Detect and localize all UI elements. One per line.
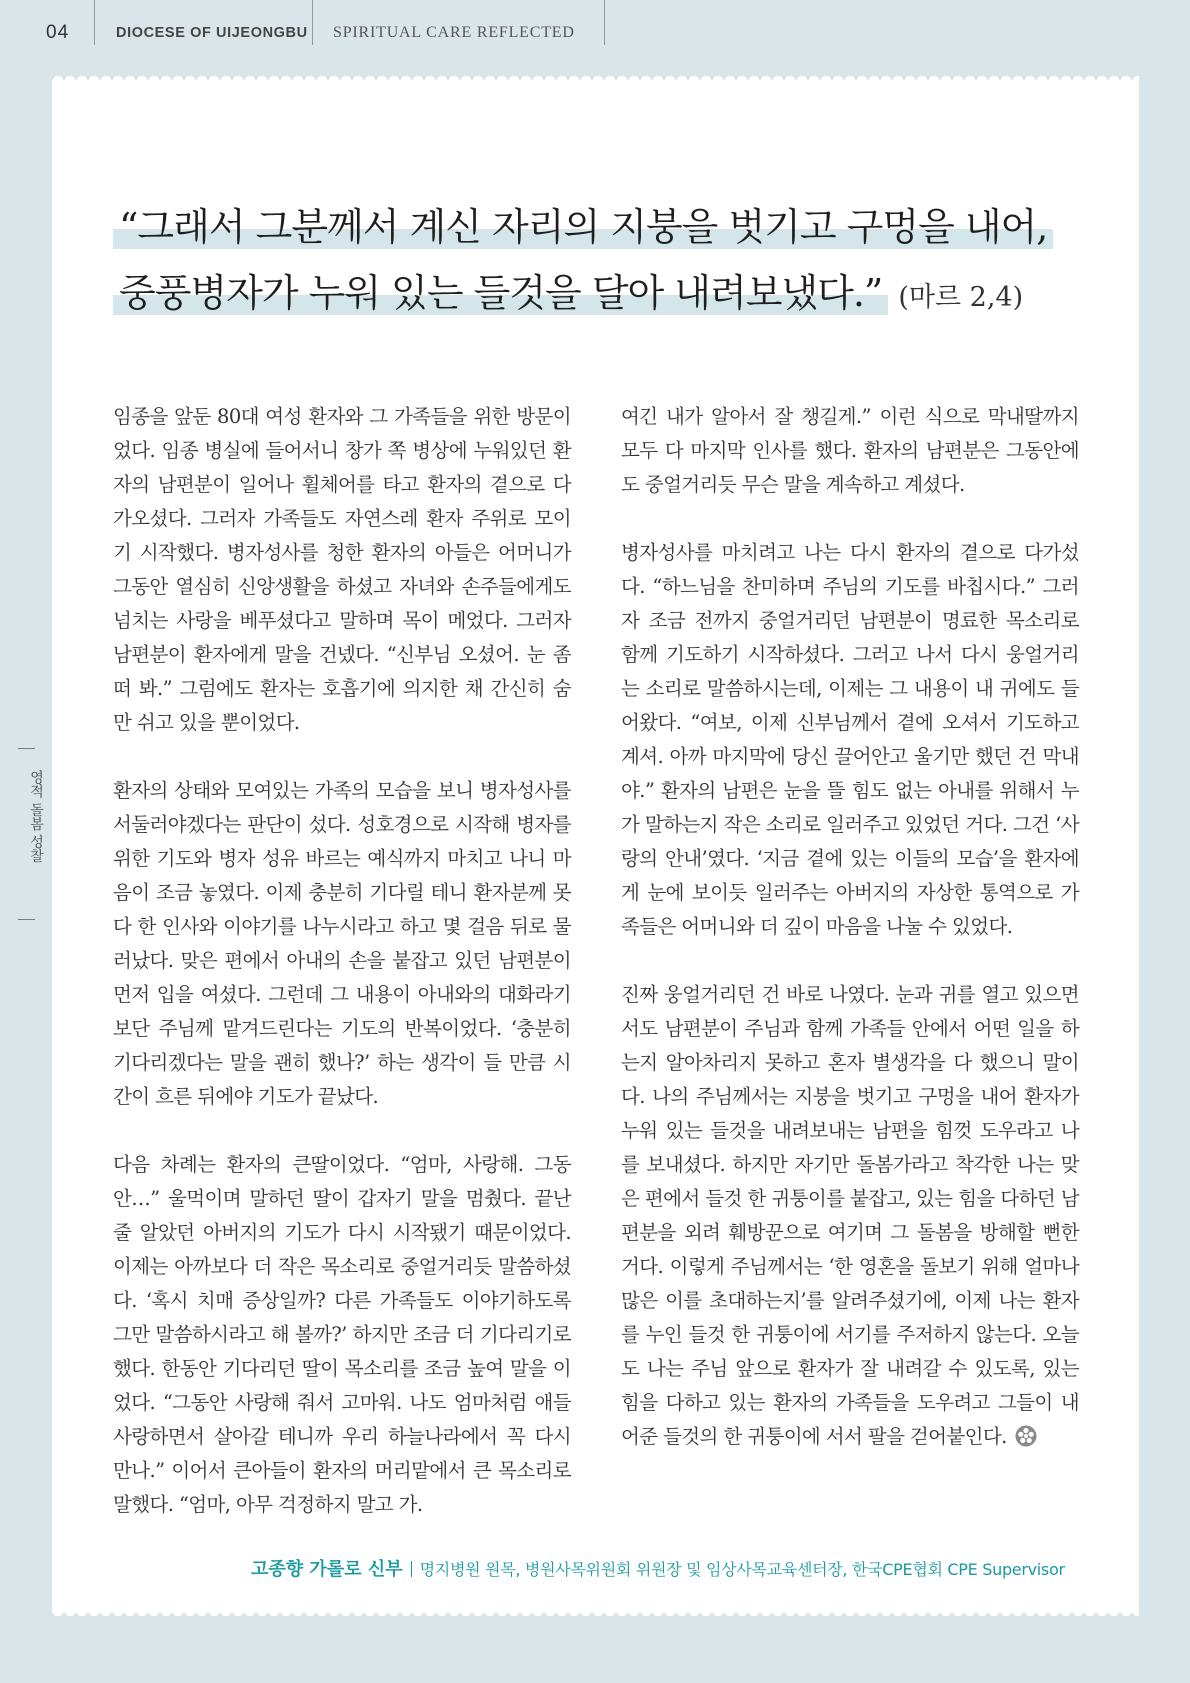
side-divider [18,919,35,920]
page-number: 04 [46,22,70,43]
flower-ornament-icon [1015,1425,1037,1447]
quote-text: “그래서 그분께서 계신 자리의 지붕을 벗기고 구멍을 내어, [113,205,1053,249]
paragraph: 환자의 상태와 모여있는 가족의 모습을 보니 병자성사를 서둘러야겠다는 판단이 섰다. 성호경으로 시작해 병자를 위한 기도와 병자 성유 바르는 예식까지 마치고 나니 마음이 조금 놓였다. 이제 충분히 기다릴 테니 환자분께 못다 한 인사와 이야기를 나누시라고 하고 몇 걸음 뒤로 물러났다. 맞은 편에서 아내의 손을 붙잡고 있던 남편분이 먼저 입을 여셨다. 그런데 그 내용이 아내와의 대화라기보단 주님께 맡겨드린다는 기도의 반복이었다. ‘충분히 기다리겠다는 말을 괜히 했나?’ 하는 생각이 들 만큼 시간이 흐른 뒤에야 기도가 끝났다. [113,779,571,1108]
author-title: 명지병원 원목, 병원사목위원회 위원장 및 임상사목교육센터장, 한국CPE협회 CPE Supervisor [419,1560,1065,1579]
header-divider [604,0,605,45]
scripture-reference: (마르 2,4) [898,282,1024,313]
magazine-name: DIOCESE OF UIJEONGBU [116,25,308,41]
side-section-label: 영적 돌봄 성찰 [28,770,44,863]
header-divider [94,0,95,45]
paragraph-last [621,978,1079,1454]
paragraph-text: 진짜 웅얼거리던 건 바로 나였다. 눈과 귀를 열고 있으면서도 남편분이 주님과 함께 가족들 안에서 어떤 일을 하는지 알아차리지 못하고 혼자 별생각을 다 했으니 말이다. 나의 주님께서는 지붕을 벗기고 구멍을 내어 환자가 누워 있는 들것을 내려보내는 남편을 힘껏 도우라고 나를 보내셨다. 하지만 자기만 돌봄가라고 착각한 나는 맞은 편에서 들것 한 귀퉁이를 붙잡고, 있는 힘을 다하던 남편분을 외려 훼방꾼으로 여기며 그 돌봄을 방해할 뻔한 거다. 이렇게 주님께서는 ‘한 영혼을 돌보기 위해 얼마나 많은 이를 초대하는지’를 알려주셨기에, 이제 나는 환자를 누인 들것 한 귀퉁이에 서기를 주저하지 않는다. 오늘도 나는 주님 앞으로 환자가 잘 내려갈 수 있도록, 있는 힘을 다하고 있는 환자의 가족들을 도우려고 그들이 내어준 들것의 한 귀퉁이에 서서 팔을 걷어붙인다. [621,983,1079,1448]
section-title: SPIRITUAL CARE REFLECTED [333,24,575,41]
side-divider [18,748,35,749]
paragraph: 임종을 앞둔 80대 여성 환자와 그 가족들을 위한 방문이었다. 임종 병실에 들어서니 창가 쪽 병상에 누워있던 환자의 남편분이 일어나 휠체어를 타고 환자의 곁으로 다가오셨다. 그러자 가족들도 자연스레 환자 주위로 모이기 시작했다. 병자성사를 청한 환자의 아들은 어머니가 그동안 열심히 신앙생활을 하셨고 자녀와 손주들에게도 넘치는 사랑을 베푸셨다고 말하며 목이 메었다. 그러자 남편분이 환자에게 말을 건넸다. “신부님 오셨어. 눈 좀 떠 봐.” 그럼에도 환자는 호흡기에 의지한 채 간신히 숨만 쉬고 있을 뿐이었다. [113,405,571,734]
author-byline [251,1555,1075,1581]
paragraph: 다음 차례는 환자의 큰딸이었다. “엄마, 사랑해. 그동안…” 울먹이며 말하던 딸이 갑자기 말을 멈췄다. 끝난 줄 알았던 아버지의 기도가 다시 시작됐기 때문이었다. 이제는 아까보다 더 작은 목소리로 중얼거리듯 말씀하셨다. ‘혹시 치매 증상일까? 다른 가족들도 이야기하도록 그만 말씀하시라고 해 볼까?’ 하지만 조금 더 기다리기로 했다. 한동안 기다리던 딸이 목소리를 조금 높여 말을 이었다. “그동안 사랑해 줘서 고마워. 나도 엄마처럼 애들 사랑하면서 살아갈 테니까 우리 하늘나라에서 꼭 다시 만나.” 이어서 큰아들이 환자의 머리맡에서 큰 목소리로 말했다. “엄마, 아무 걱정하지 말고 가. [113,1153,571,1516]
paragraph: 병자성사를 마치려고 나는 다시 환자의 곁으로 다가섰다. “하느님을 찬미하며 주님의 기도를 바칩시다.” 그러자 조금 전까지 중얼거리던 남편분이 명료한 목소리로 함께 기도하기 시작하셨다. 그러고 나서 다시 웅얼거리는 소리로 말씀하시는데, 이제는 그 내용이 내 귀에도 들어왔다. “여보, 이제 신부님께서 곁에 오셔서 기도하고 계셔. 아까 마지막에 당신 끌어안고 울기만 했던 건 막내야.” 환자의 남편은 눈을 뜰 힘도 없는 아내를 위해서 누가 말하는지 작은 소리로 일러주고 있었던 거다. 그건 ‘사랑의 안내’였다. ‘지금 곁에 있는 이들의 모습’을 환자에게 눈에 보이듯 일러주는 아버지의 자상한 통역으로 가족들은 어머니와 더 깊이 마음을 나눌 수 있었다. [621,541,1079,938]
quote-text: 중풍병자가 누워 있는 들것을 달아 내려보냈다.” [113,271,888,315]
scripture-quote-line-2 [113,262,1023,317]
author-name: 고종향 가롤로 신부 [251,1559,403,1580]
page-header [0,0,1190,46]
card-bottom-edge [52,1611,1139,1621]
right-column [621,400,1079,1488]
scripture-quote-line-1 [113,196,1053,251]
paragraph: 여긴 내가 알아서 잘 챙길게.” 이런 식으로 막내딸까지 모두 다 마지막 인사를 했다. 환자의 남편분은 그동안에도 중얼거리듯 무슨 말을 계속하고 계셨다. [621,405,1079,496]
left-column [113,400,571,1556]
byline-divider [411,1561,412,1577]
header-divider [312,0,313,45]
